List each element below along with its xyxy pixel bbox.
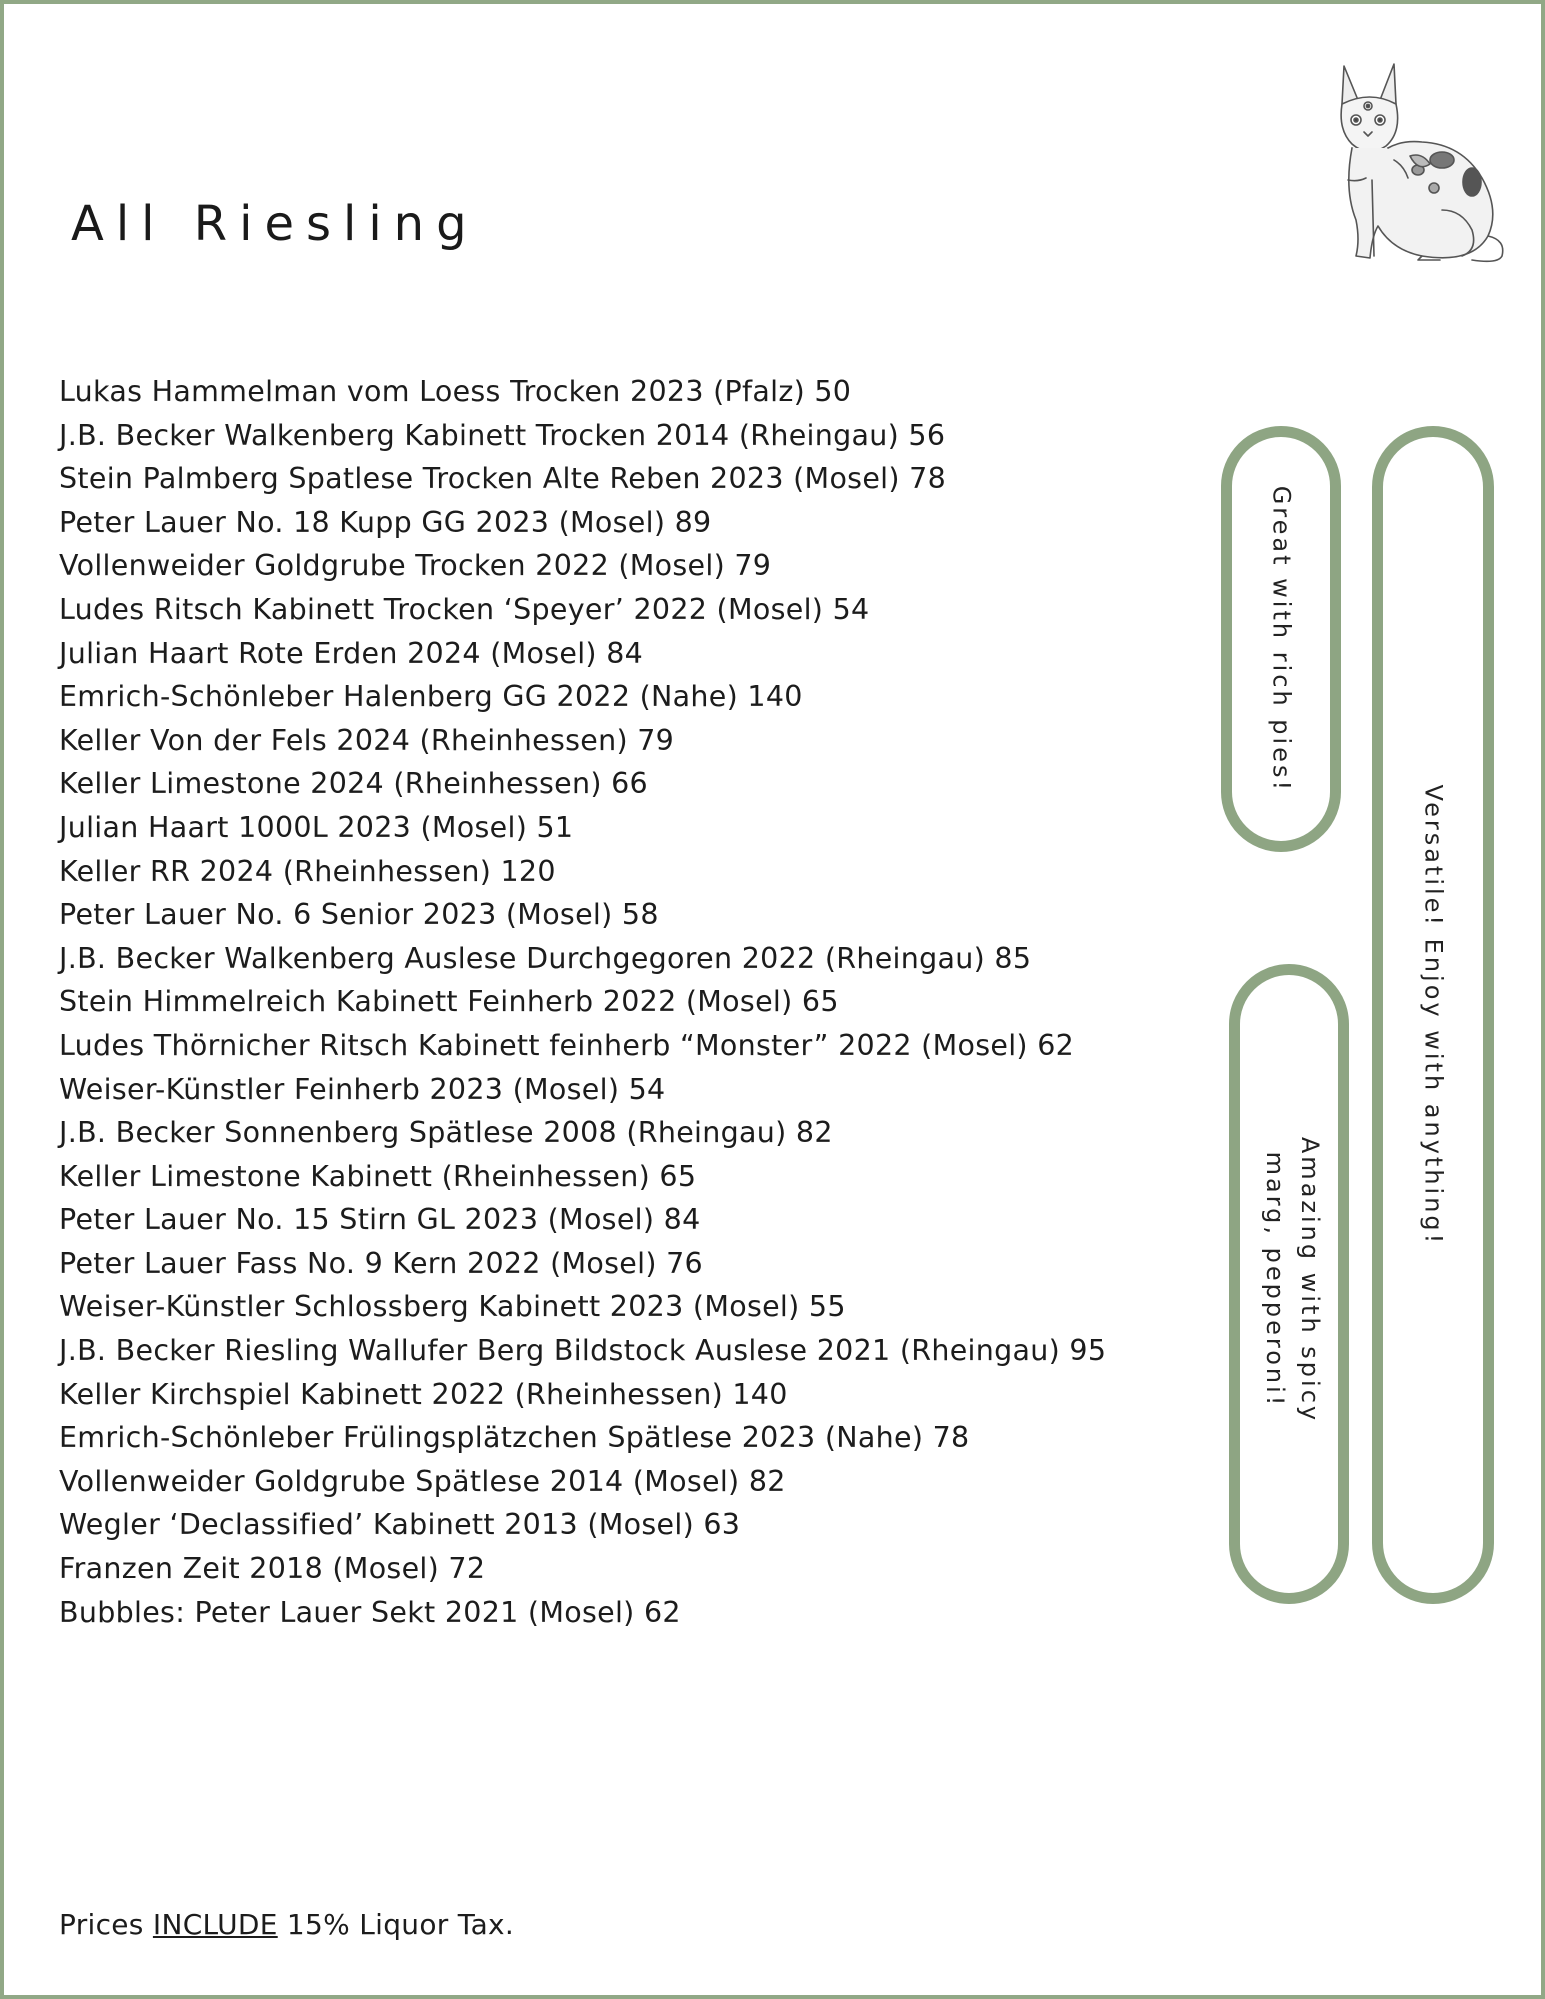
sphynx-cat-icon xyxy=(1322,60,1508,266)
tax-note-prefix: Prices xyxy=(59,1908,153,1941)
pairing-note-rich-pies: Great with rich pies! xyxy=(1267,485,1296,794)
tax-note-suffix: 15% Liquor Tax. xyxy=(277,1908,515,1941)
wine-item: J.B. Becker Walkenberg Auslese Durchgegoren 2022 (Rheingau) 85 xyxy=(59,941,1032,975)
wine-item: Keller Limestone 2024 (Rheinhessen) 66 xyxy=(59,767,648,801)
wine-item: Stein Himmelreich Kabinett Feinherb 2022 (Mosel) 65 xyxy=(59,985,839,1019)
wine-item: Keller Von der Fels 2024 (Rheinhessen) 79 xyxy=(59,723,675,757)
wine-item: Wegler ‘Declassified’ Kabinett 2013 (Mosel) 63 xyxy=(59,1508,741,1542)
wine-item: Stein Palmberg Spatlese Trocken Alte Reben 2023 (Mosel) 78 xyxy=(59,462,947,496)
wine-item: Julian Haart Rote Erden 2024 (Mosel) 84 xyxy=(59,636,644,670)
wine-item: Keller Limestone Kabinett (Rheinhessen) 65 xyxy=(59,1159,697,1193)
wine-item: Ludes Ritsch Kabinett Trocken ‘Speyer’ 2022 (Mosel) 54 xyxy=(59,592,870,626)
wine-item: Lukas Hammelman vom Loess Trocken 2023 (Pfalz) 50 xyxy=(59,375,852,408)
wine-item: Emrich-Schönleber Frülingsplätzchen Spätlese 2023 (Nahe) 78 xyxy=(59,1421,970,1455)
wine-item: Weiser-Künstler Feinherb 2023 (Mosel) 54 xyxy=(59,1072,666,1106)
tax-note-emphasis: INCLUDE xyxy=(152,1908,278,1941)
wine-item: Peter Lauer No. 18 Kupp GG 2023 (Mosel) 89 xyxy=(59,505,712,539)
wine-item: Peter Lauer Fass No. 9 Kern 2022 (Mosel) 76 xyxy=(59,1246,703,1280)
wine-item: J.B. Becker Walkenberg Kabinett Trocken 2014 (Rheingau) 56 xyxy=(59,418,946,452)
wine-item: Vollenweider Goldgrube Trocken 2022 (Mosel) 79 xyxy=(59,549,772,583)
wine-item: Vollenweider Goldgrube Spätlese 2014 (Mosel) 82 xyxy=(59,1464,786,1498)
tax-note xyxy=(59,1908,514,1941)
wine-item: Weiser-Künstler Schlossberg Kabinett 2023 (Mosel) 55 xyxy=(59,1290,846,1324)
wine-list xyxy=(59,370,1106,1634)
pairing-note-versatile: Versatile! Enjoy with anything! xyxy=(1419,784,1448,1247)
wine-item: J.B. Becker Riesling Wallufer Berg Bildstock Auslese 2021 (Rheingau) 95 xyxy=(59,1334,1107,1368)
wine-item: Bubbles: Peter Lauer Sekt 2021 (Mosel) 62 xyxy=(59,1595,681,1629)
wine-item: Peter Lauer No. 15 Stirn GL 2023 (Mosel) 84 xyxy=(59,1203,701,1237)
pairing-note-spicy xyxy=(1251,1080,1327,1480)
wine-item: Ludes Thörnicher Ritsch Kabinett feinherb “Monster” 2022 (Mosel) 62 xyxy=(59,1028,1075,1062)
wine-item: Keller Kirchspiel Kabinett 2022 (Rheinhessen) 140 xyxy=(59,1377,788,1411)
wine-item: Franzen Zeit 2018 (Mosel) 72 xyxy=(59,1552,486,1586)
pairing-note-spicy-line1: Amazing with spicy xyxy=(1296,1136,1324,1424)
page-title: All Riesling xyxy=(71,196,479,252)
pairing-note-spicy-line2: marg, pepperoni! xyxy=(1261,1151,1290,1409)
wine-item: J.B. Becker Sonnenberg Spätlese 2008 (Rheingau) 82 xyxy=(59,1116,833,1150)
wine-item: Julian Haart 1000L 2023 (Mosel) 51 xyxy=(59,810,574,844)
wine-item: Peter Lauer No. 6 Senior 2023 (Mosel) 58 xyxy=(59,898,659,932)
wine-item: Emrich-Schönleber Halenberg GG 2022 (Nahe) 140 xyxy=(59,680,803,714)
wine-item: Keller RR 2024 (Rheinhessen) 120 xyxy=(59,854,556,888)
